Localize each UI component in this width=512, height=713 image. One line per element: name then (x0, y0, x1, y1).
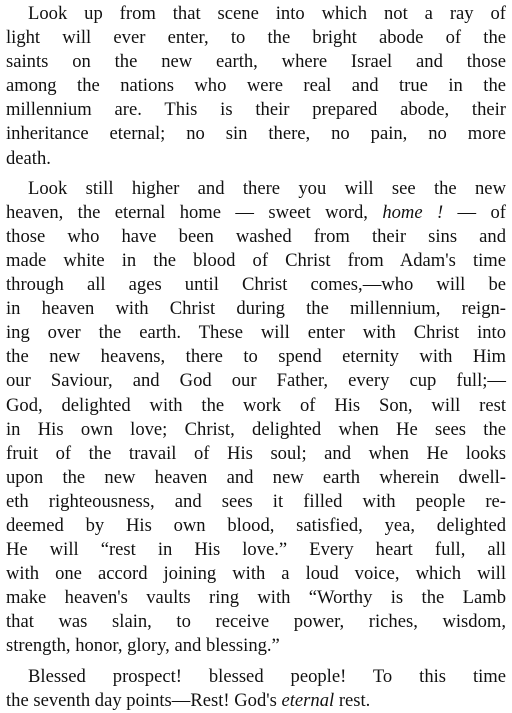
paragraph-2 (6, 177, 506, 659)
text-line: strength, honor, glory, and blessing.” (6, 635, 280, 657)
italic-word: home ! (382, 201, 444, 223)
text-line: with one accord joining with a loud voice, which will (6, 563, 506, 585)
text-segment: the seventh day points—Rest! God's (6, 689, 282, 711)
text-segment: — of (443, 201, 506, 223)
text-line: light will ever enter, to the bright abode of the (6, 27, 506, 49)
text-line: Look up from that scene into which not a ray of (28, 3, 506, 24)
text-line: millennium are. This is their prepared abode, their (6, 99, 506, 121)
text-line: upon the new heaven and new earth wherein dwell- (6, 466, 506, 488)
text-line: those who have been washed from their sins and (6, 225, 506, 247)
text-line (6, 689, 506, 713)
text-line: that was slain, to receive power, riches, wisdom, (6, 611, 506, 633)
text-line: saints on the new earth, where Israel and those (6, 51, 506, 73)
text-line: Blessed prospect! blessed people! To this time (28, 665, 506, 687)
text-line: Look still higher and there you will see the new (28, 177, 506, 199)
text-line: fruit of the travail of His soul; and when He looks (6, 442, 506, 464)
text-line (6, 201, 506, 225)
text-segment: heaven, the eternal home — sweet word, (6, 201, 383, 223)
text-line: ing over the earth. These will enter with Christ into (6, 322, 506, 344)
text-line: among the nations who were real and true in the (6, 75, 506, 97)
text-line: made white in the blood of Christ from Adam's time (6, 249, 506, 271)
text-line: He will “rest in His love.” Every heart full, all (6, 539, 506, 561)
text-line: in His own love; Christ, delighted when He sees the (6, 418, 506, 440)
italic-word: eternal (281, 689, 335, 711)
book-page (6, 2, 506, 713)
paragraph-1 (6, 2, 506, 171)
text-line: make heaven's vaults ring with “Worthy is the Lamb (6, 587, 506, 609)
text-line: the new heavens, there to spend eternity with Him (6, 346, 506, 368)
text-segment: rest. (334, 689, 371, 711)
text-line: in heaven with Christ during the millennium, reign- (6, 298, 506, 320)
text-line: inheritance eternal; no sin there, no pain, no more (6, 123, 506, 145)
text-line: our Saviour, and God our Father, every cup full;— (6, 370, 506, 392)
text-line: God, delighted with the work of His Son, will rest (6, 394, 506, 416)
text-line: eth righteousness, and sees it filled with people re- (6, 490, 506, 512)
paragraph-3 (6, 665, 506, 713)
text-line: through all ages until Christ comes,—who will be (6, 274, 506, 296)
text-line: death. (6, 147, 51, 169)
text-line: deemed by His own blood, satisfied, yea, delighted (6, 514, 506, 536)
